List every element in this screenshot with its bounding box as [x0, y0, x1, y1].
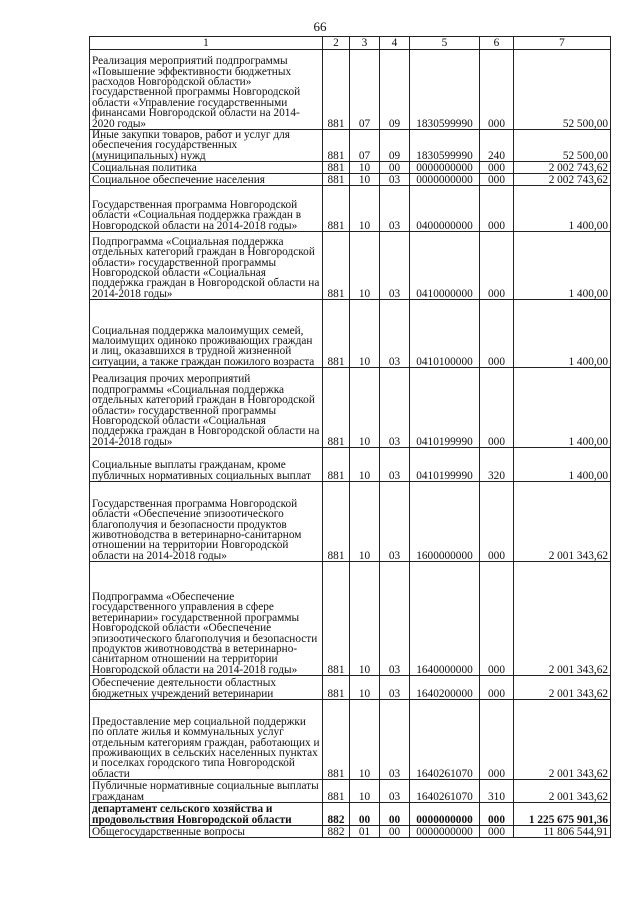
- header-cell-2: 2: [323, 37, 350, 50]
- table-row: [90, 174, 611, 186]
- row-expense-type-cell: 000: [480, 676, 514, 700]
- row-target-article-cell: 0000000000: [410, 826, 480, 838]
- row-section-cell: 07: [350, 130, 380, 162]
- row-chapter-cell: 881: [323, 368, 350, 448]
- row-section-cell: 10: [350, 448, 380, 482]
- table-body: [90, 50, 611, 838]
- table-row: [90, 780, 611, 803]
- row-subsection-cell: 03: [380, 780, 410, 803]
- row-subsection-cell: 00: [380, 826, 410, 838]
- row-chapter-cell: 882: [323, 826, 350, 838]
- row-name-cell: Общегосударственные вопросы: [90, 826, 323, 838]
- table-row: [90, 562, 611, 676]
- row-expense-type-cell: 000: [480, 803, 514, 826]
- row-section-cell: 10: [350, 162, 380, 174]
- row-subsection-cell: 03: [380, 368, 410, 448]
- row-chapter-cell: 881: [323, 676, 350, 700]
- row-chapter-cell: 881: [323, 300, 350, 368]
- row-amount-cell: 1 400,00: [514, 368, 611, 448]
- row-chapter-cell: 881: [323, 562, 350, 676]
- header-cell-5: 5: [410, 37, 480, 50]
- row-target-article-cell: 1830599990: [410, 130, 480, 162]
- row-name-cell: Социальная политика: [90, 162, 323, 174]
- row-expense-type-cell: 000: [480, 174, 514, 186]
- row-expense-type-cell: 000: [480, 562, 514, 676]
- row-expense-type-cell: 000: [480, 232, 514, 300]
- row-subsection-cell: 03: [380, 300, 410, 368]
- row-subsection-cell: 03: [380, 448, 410, 482]
- table-row: [90, 700, 611, 780]
- row-section-cell: 10: [350, 174, 380, 186]
- row-target-article-cell: 0000000000: [410, 803, 480, 826]
- row-amount-cell: 2 001 343,62: [514, 700, 611, 780]
- table-row: [90, 826, 611, 838]
- row-expense-type-cell: 310: [480, 780, 514, 803]
- table-row: [90, 232, 611, 300]
- table-row: [90, 676, 611, 700]
- row-subsection-cell: 09: [380, 130, 410, 162]
- row-subsection-cell: 03: [380, 174, 410, 186]
- row-chapter-cell: 881: [323, 186, 350, 232]
- row-target-article-cell: 1830599990: [410, 50, 480, 130]
- row-chapter-cell: 881: [323, 50, 350, 130]
- row-amount-cell: 52 500,00: [514, 130, 611, 162]
- row-name-cell: Социальное обеспечение населения: [90, 174, 323, 186]
- row-expense-type-cell: 000: [480, 186, 514, 232]
- row-amount-cell: 2 002 743,62: [514, 162, 611, 174]
- row-section-cell: 07: [350, 50, 380, 130]
- row-name-cell: Обеспечение деятельности областных бюджетных учреждений ветеринарии: [90, 676, 323, 700]
- row-subsection-cell: 00: [380, 162, 410, 174]
- row-amount-cell: 2 001 343,62: [514, 676, 611, 700]
- row-name-cell: Реализация мероприятий подпрограммы «Повышение эффективности бюджетных расходов Новгородской области» государственной программы Новгородской области «Управление государственными финансами Новгородской области на 2014-2020 годы»: [90, 50, 323, 130]
- row-name-cell: Публичные нормативные социальные выплаты гражданам: [90, 780, 323, 803]
- table-row: [90, 186, 611, 232]
- row-chapter-cell: 881: [323, 130, 350, 162]
- row-name-cell: Реализация прочих мероприятий подпрограммы «Социальная поддержка отдельных категорий граждан в Новгородской области» государственной программы Новгородской области «Социальная поддержка граждан в Новгородской области на 2014-2018 годы»: [90, 368, 323, 448]
- row-expense-type-cell: 320: [480, 448, 514, 482]
- row-target-article-cell: 1600000000: [410, 482, 480, 562]
- row-name-cell: Государственная программа Новгородской области «Обеспечение эпизоотического благополучия и безопасности продуктов животноводства в ветеринарно-санитарном отношении на территории Новгородской области на 2014-2018 годы»: [90, 482, 323, 562]
- row-expense-type-cell: 240: [480, 130, 514, 162]
- row-target-article-cell: 0410199990: [410, 368, 480, 448]
- header-cell-4: 4: [380, 37, 410, 50]
- header-cell-1: 1: [90, 37, 323, 50]
- row-chapter-cell: 881: [323, 780, 350, 803]
- row-subsection-cell: 09: [380, 50, 410, 130]
- table-row: [90, 300, 611, 368]
- row-chapter-cell: 881: [323, 700, 350, 780]
- budget-table: [89, 36, 611, 838]
- row-expense-type-cell: 000: [480, 300, 514, 368]
- row-target-article-cell: 1640261070: [410, 700, 480, 780]
- row-expense-type-cell: 000: [480, 368, 514, 448]
- row-section-cell: 01: [350, 826, 380, 838]
- row-name-cell: Социальная поддержка малоимущих семей, малоимущих одиноко проживающих граждан и лиц, оказавшихся в трудной жизненной ситуации, а также граждан пожилого возраста: [90, 300, 323, 368]
- row-name-cell: Подпрограмма «Обеспечение государственного управления в сфере ветеринарии» государственной программы Новгородской области «Обеспечение эпизоотического благополучия и безопасности продуктов животноводства в ветеринарно-санитарном отношении на территории Новгородской области на 2014-2018 годы»: [90, 562, 323, 676]
- row-section-cell: 10: [350, 676, 380, 700]
- row-section-cell: 00: [350, 803, 380, 826]
- row-subsection-cell: 03: [380, 700, 410, 780]
- row-target-article-cell: 1640000000: [410, 562, 480, 676]
- row-name-cell: Государственная программа Новгородской области «Социальная поддержка граждан в Новгородской области на 2014-2018 годы»: [90, 186, 323, 232]
- row-amount-cell: 1 400,00: [514, 448, 611, 482]
- header-cell-3: 3: [350, 37, 380, 50]
- row-name-cell: Подпрограмма «Социальная поддержка отдельных категорий граждан в Новгородской области» государственной программы Новгородской области «Социальная поддержка граждан в Новгородской области на 2014-2018 годы»: [90, 232, 323, 300]
- row-amount-cell: 52 500,00: [514, 50, 611, 130]
- row-target-article-cell: 0400000000: [410, 186, 480, 232]
- table-row: [90, 448, 611, 482]
- row-name-cell: Иные закупки товаров, работ и услуг для обеспечения государственных (муниципальных) нужд: [90, 130, 323, 162]
- page-number: 66: [313, 19, 327, 34]
- row-section-cell: 10: [350, 780, 380, 803]
- row-target-article-cell: 1640200000: [410, 676, 480, 700]
- row-chapter-cell: 882: [323, 803, 350, 826]
- row-subsection-cell: 03: [380, 562, 410, 676]
- row-amount-cell: 2 001 343,62: [514, 780, 611, 803]
- table-row: [90, 50, 611, 130]
- table-row: [90, 482, 611, 562]
- row-section-cell: 10: [350, 482, 380, 562]
- row-subsection-cell: 00: [380, 803, 410, 826]
- row-subsection-cell: 03: [380, 482, 410, 562]
- row-expense-type-cell: 000: [480, 700, 514, 780]
- row-expense-type-cell: 000: [480, 162, 514, 174]
- row-chapter-cell: 881: [323, 232, 350, 300]
- row-chapter-cell: 881: [323, 174, 350, 186]
- row-amount-cell: 2 001 343,62: [514, 482, 611, 562]
- header-cell-7: 7: [514, 37, 611, 50]
- row-expense-type-cell: 000: [480, 482, 514, 562]
- table-row: [90, 803, 611, 826]
- row-amount-cell: 2 002 743,62: [514, 174, 611, 186]
- row-target-article-cell: 0410199990: [410, 448, 480, 482]
- row-chapter-cell: 881: [323, 448, 350, 482]
- row-amount-cell: 1 225 675 901,36: [514, 803, 611, 826]
- row-subsection-cell: 03: [380, 676, 410, 700]
- row-name-cell: Социальные выплаты гражданам, кроме публичных нормативных социальных выплат: [90, 448, 323, 482]
- row-section-cell: 10: [350, 300, 380, 368]
- row-section-cell: 10: [350, 562, 380, 676]
- row-amount-cell: 2 001 343,62: [514, 562, 611, 676]
- row-expense-type-cell: 000: [480, 50, 514, 130]
- row-target-article-cell: 0000000000: [410, 174, 480, 186]
- row-target-article-cell: 0410100000: [410, 300, 480, 368]
- row-section-cell: 10: [350, 186, 380, 232]
- row-chapter-cell: 881: [323, 482, 350, 562]
- row-section-cell: 10: [350, 232, 380, 300]
- row-name-cell: Предоставление мер социальной поддержки по оплате жилья и коммунальных услуг отдельным категориям граждан, работающих и проживающих в сельских населенных пунктах и поселках городского типа Новгородской области: [90, 700, 323, 780]
- row-name-cell: департамент сельского хозяйства и продовольствия Новгородской области: [90, 803, 323, 826]
- row-subsection-cell: 03: [380, 232, 410, 300]
- header-row: [90, 37, 611, 50]
- row-expense-type-cell: 000: [480, 826, 514, 838]
- row-chapter-cell: 881: [323, 162, 350, 174]
- row-amount-cell: 1 400,00: [514, 232, 611, 300]
- row-amount-cell: 11 806 544,91: [514, 826, 611, 838]
- table-row: [90, 162, 611, 174]
- header-cell-6: 6: [480, 37, 514, 50]
- row-target-article-cell: 0410000000: [410, 232, 480, 300]
- row-target-article-cell: 0000000000: [410, 162, 480, 174]
- table-row: [90, 130, 611, 162]
- table-row: [90, 368, 611, 448]
- row-target-article-cell: 1640261070: [410, 780, 480, 803]
- row-section-cell: 10: [350, 700, 380, 780]
- row-amount-cell: 1 400,00: [514, 186, 611, 232]
- row-subsection-cell: 03: [380, 186, 410, 232]
- row-section-cell: 10: [350, 368, 380, 448]
- row-amount-cell: 1 400,00: [514, 300, 611, 368]
